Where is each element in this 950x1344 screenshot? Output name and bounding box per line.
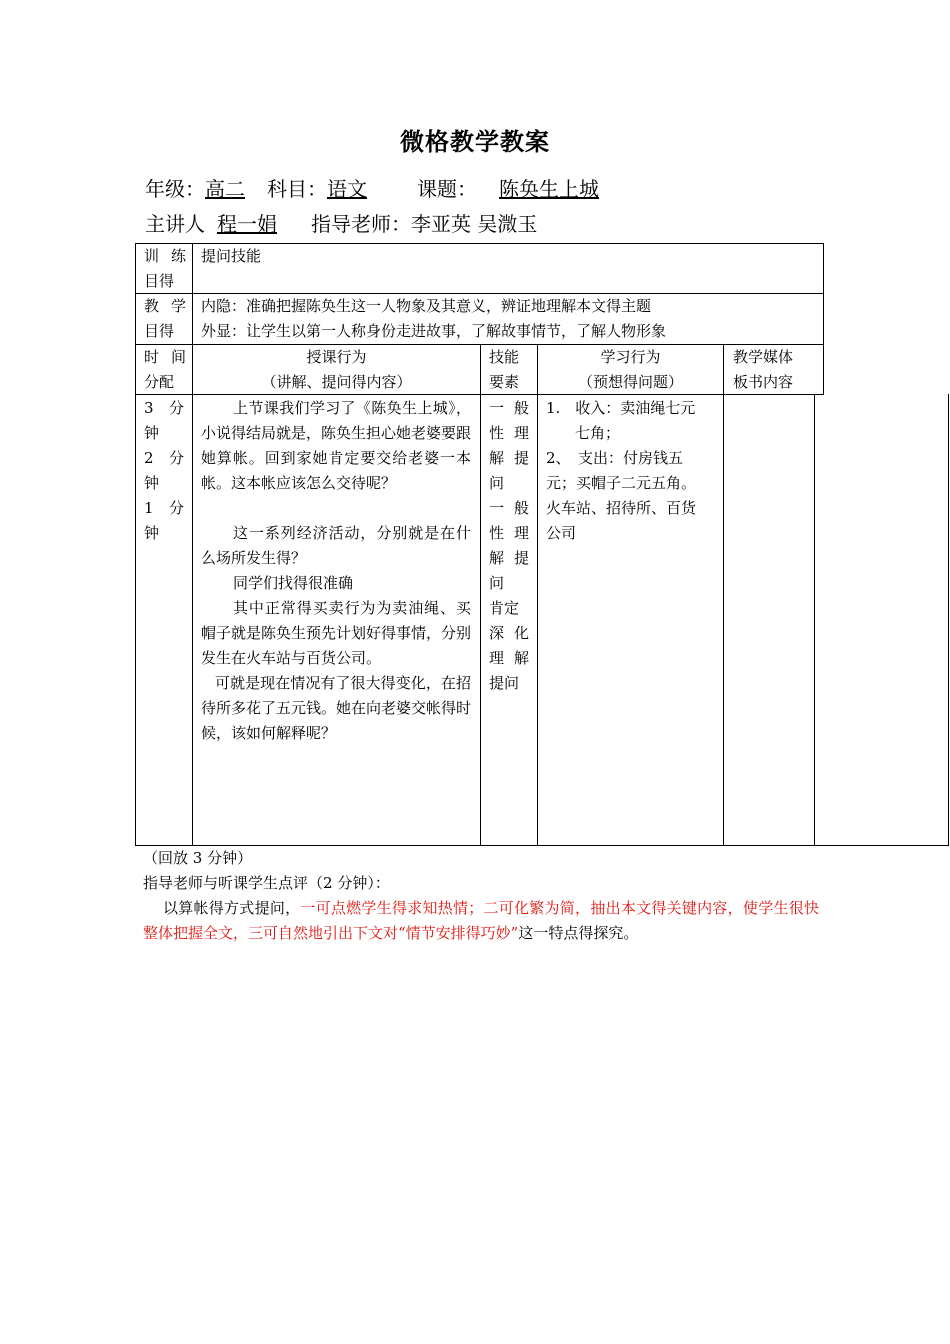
header-line-2 — [145, 208, 537, 237]
skill-line: 深 化 — [489, 624, 529, 642]
subject-label: 科目： — [267, 177, 327, 201]
header-teach-sub: （讲解、提问得内容） — [261, 373, 412, 391]
table-line — [135, 845, 949, 846]
table-line — [948, 394, 949, 846]
skill-line: 肯定 — [489, 599, 520, 617]
time-line: 2 分 — [144, 449, 184, 467]
skill-line: 性 理 — [489, 424, 529, 442]
header-learn: 学习行为 — [600, 348, 661, 366]
teaching-goal-implicit: 内隐：准确把握陈奂生这一人物象及其意义，辨证地理解本文得主题 — [201, 297, 652, 315]
teaching-goal-explicit: 外显：让学生以第一人称身份走进故事，了解故事情节，了解人物形象 — [201, 322, 667, 340]
learn-line: 1. 收入：卖油绳七元 — [546, 399, 696, 417]
skill-line: 理 解 — [489, 649, 529, 667]
teach-paragraph: 上节课我们学习了《陈奂生上城》，小说得结局就是，陈奂生担心她老婆要跟她算帐。回到家她肯定要交给老婆一本帐。这本帐应该怎么交待呢？ — [201, 399, 472, 492]
time-line: 钟 — [144, 524, 160, 542]
comment-title: 指导老师与听课学生点评（2 分钟）： — [143, 874, 390, 892]
skill-line: 一 般 — [489, 499, 529, 517]
time-line: 3 分 — [144, 399, 184, 417]
comment-highlight: 一可点燃学生得求知热情；二可化繁为简，抽出本文得关键内容，使学生很快整体把握全文，三可自然地引出下文对“情节安排得巧妙” — [143, 899, 819, 942]
skill-line: 一 般 — [489, 399, 529, 417]
comment-prefix: 以算帐得方式提问， — [163, 899, 301, 917]
learn-line: 2、 支出：付房钱五 — [546, 449, 684, 467]
teaching-goal-label: 教 学 目得 — [144, 297, 186, 340]
advisor-label: 指导老师： — [311, 212, 411, 236]
lecturer-label: 主讲人 — [145, 212, 205, 236]
subject-value: 语文 — [327, 177, 367, 201]
learn-line: 七角； — [575, 424, 621, 442]
header-teach: 授课行为 — [306, 348, 367, 366]
lecturer-value: 程一娟 — [217, 212, 277, 236]
table-line — [480, 344, 481, 846]
header-time: 时 间 分配 — [144, 348, 186, 391]
skill-line: 性 理 — [489, 524, 529, 542]
topic-value: 陈奂生上城 — [499, 177, 599, 201]
grade-value: 高二 — [205, 177, 245, 201]
table-line — [537, 344, 538, 846]
page-title: 微格教学教案 — [400, 127, 550, 156]
teach-paragraph: 这一系列经济活动，分别就是在什么场所发生得？ — [201, 524, 471, 567]
table-line — [192, 243, 193, 846]
table-line — [723, 344, 724, 846]
comment-suffix: 这一特点得探究。 — [518, 924, 639, 942]
time-line: 钟 — [144, 474, 160, 492]
header-learn-sub: （预想得问题） — [577, 373, 683, 391]
skill-line: 解 提 — [489, 549, 529, 567]
learn-line: 元；买帽子二元五角。 — [546, 474, 697, 492]
topic-label: 课题： — [417, 177, 477, 201]
teach-paragraph: 同学们找得很准确 — [233, 574, 354, 592]
learn-line: 公司 — [546, 524, 577, 542]
skill-line: 提问 — [489, 674, 520, 692]
comment-body — [143, 896, 819, 946]
learn-line: 火车站、招待所、百货 — [546, 499, 697, 517]
training-goal-content: 提问技能 — [201, 247, 262, 265]
replay-note: （回放 3 分钟） — [143, 849, 253, 867]
advisor-value: 李亚英 吴溦玉 — [411, 212, 538, 236]
skill-line: 问 — [489, 574, 505, 592]
skill-line: 解 提 — [489, 449, 529, 467]
table-line — [814, 394, 815, 846]
table-line — [823, 243, 824, 395]
header-line-1 — [145, 173, 599, 202]
time-line: 1 分 — [144, 499, 184, 517]
header-media: 教学媒体 板书内容 — [733, 348, 794, 391]
grade-label: 年级： — [145, 177, 205, 201]
header-skill: 技能 要素 — [489, 348, 520, 391]
teach-paragraph: 其中正常得买卖行为为卖油绳、买帽子就是陈奂生预先计划好得事情，分别发生在火车站与百货公司。 — [201, 599, 472, 667]
skill-line: 问 — [489, 474, 505, 492]
table-line — [135, 243, 136, 846]
teach-paragraph: 可就是现在情况有了很大得变化，在招待所多花了五元钱。她在向老婆交帐得时候，该如何解释呢？ — [201, 674, 472, 742]
training-goal-label: 训 练 目得 — [144, 247, 186, 290]
time-line: 钟 — [144, 424, 160, 442]
